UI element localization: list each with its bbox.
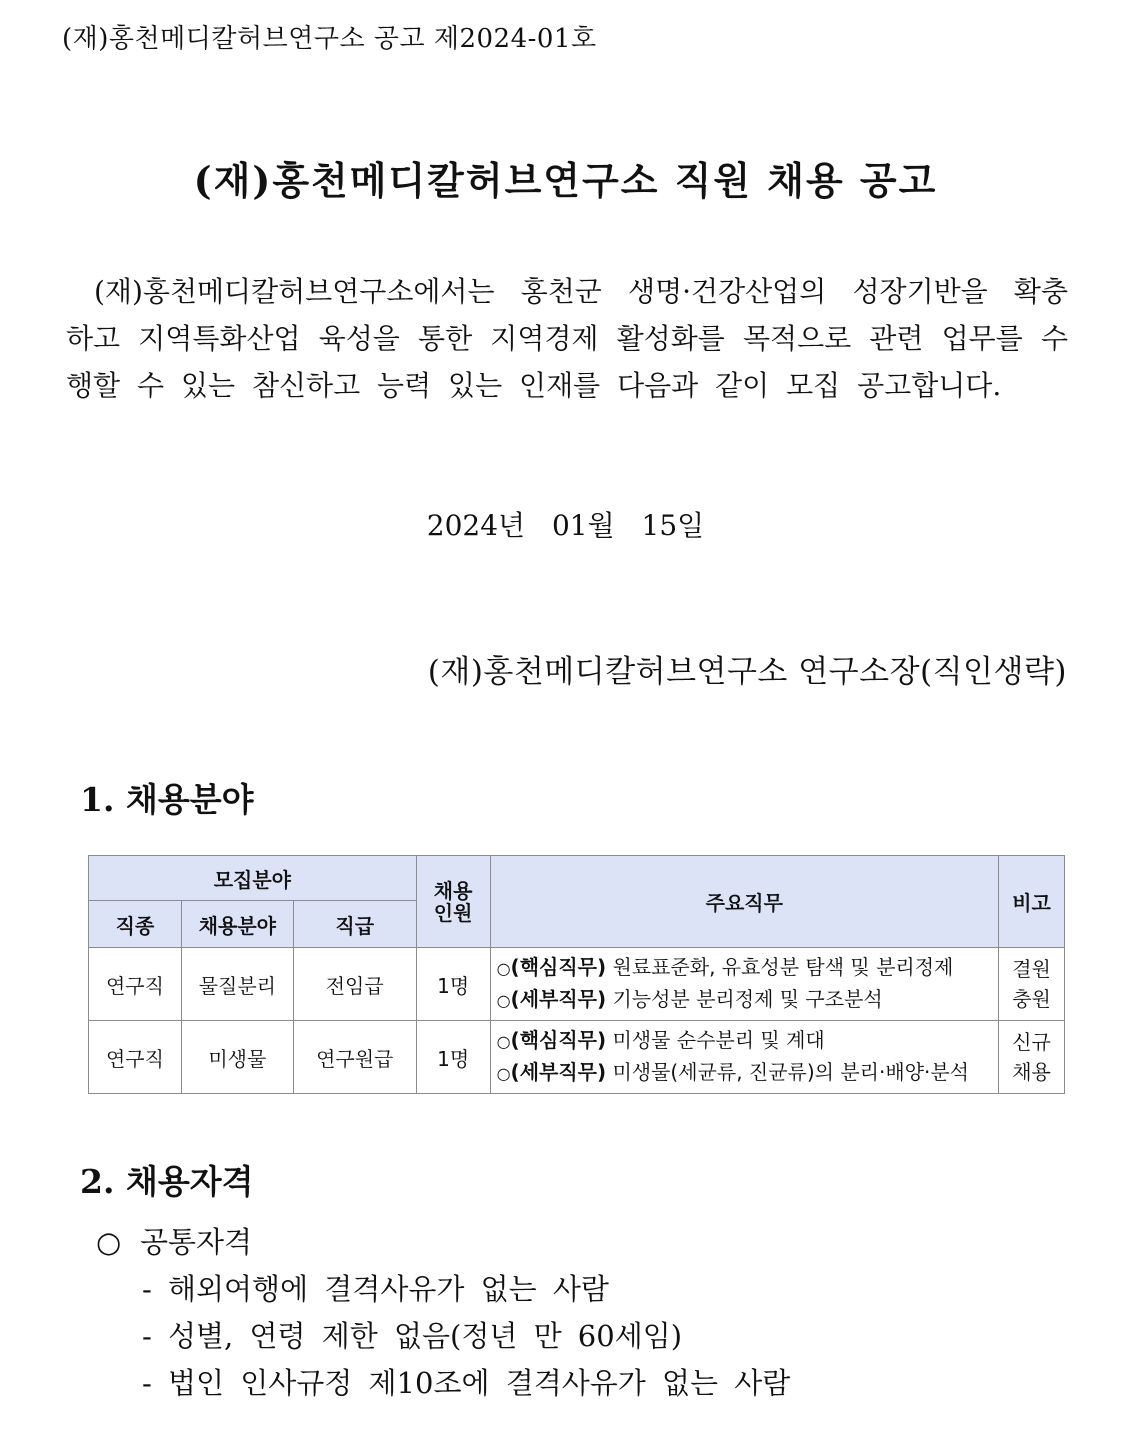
intro-paragraph xyxy=(66,268,1068,409)
cell-job-type: 연구직 xyxy=(89,948,182,1021)
note-line-1: 결원 xyxy=(1012,957,1051,981)
duty-detail-text: 미생물(세균류, 진균류)의 분리·배양·분석 xyxy=(612,1060,969,1084)
list-item: - 법인 인사규정 제10조에 결격사유가 없는 사람 xyxy=(142,1366,791,1400)
list-item: - 성별, 연령 제한 없음(정년 만 60세임) xyxy=(142,1319,683,1353)
duty-bullet: ○ xyxy=(496,991,511,1010)
duty-bullet: ○ xyxy=(496,959,511,978)
signer: (재)홍천메디칼허브연구소 연구소장(직인생략) xyxy=(427,654,1067,690)
note-line-1: 신규 xyxy=(1012,1030,1051,1054)
duty-detail xyxy=(497,984,998,1016)
header-headcount xyxy=(416,856,490,948)
duty-bullet: ○ xyxy=(496,1032,511,1051)
duty-bullet: ○ xyxy=(496,1064,511,1083)
cell-headcount: 1명 xyxy=(416,1021,490,1094)
intro-line-3: 수행할 수 있는 참신하고 능력 있는 인재를 다음과 같이 모집 공고합니다. xyxy=(66,322,1068,402)
cell-field: 물질분리 xyxy=(181,948,293,1021)
cell-note xyxy=(999,948,1065,1021)
header-job-type: 직종 xyxy=(89,901,182,948)
qualifications-subheading xyxy=(96,1218,790,1266)
duty-core-tag: (핵심직무) xyxy=(510,955,607,979)
header-headcount-label: 채용 인원 xyxy=(433,878,473,925)
page-title: (재)홍천메디칼허브연구소 직원 채용 공고 xyxy=(193,158,938,203)
cell-job-type: 연구직 xyxy=(89,1021,182,1094)
header-duties: 주요직무 xyxy=(490,856,998,948)
duty-core xyxy=(497,1025,998,1057)
notice-date: 2024년 01월 15일 xyxy=(426,509,705,542)
circle-bullet-icon: ○ xyxy=(96,1225,122,1259)
duty-core-text: 미생물 순수분리 및 계대 xyxy=(612,1028,825,1052)
cell-duties xyxy=(490,948,998,1021)
duty-core-tag: (핵심직무) xyxy=(510,1028,607,1052)
note-line-2: 충원 xyxy=(1012,987,1051,1011)
header-grade: 직급 xyxy=(293,901,416,948)
note-line-2: 채용 xyxy=(1012,1060,1051,1084)
duty-detail-text: 기능성분 분리정제 및 구조분석 xyxy=(612,987,883,1011)
qualifications-subheading-label: 공통자격 xyxy=(140,1225,253,1259)
duty-detail-tag: (세부직무) xyxy=(510,987,607,1011)
table-row xyxy=(89,948,1065,1021)
header-note: 비고 xyxy=(999,856,1065,948)
table-row xyxy=(89,1021,1065,1094)
header-recruit-group: 모집분야 xyxy=(89,856,417,901)
duty-detail xyxy=(497,1057,998,1089)
cell-field: 미생물 xyxy=(181,1021,293,1094)
intro-line-2: 하고 지역특화산업 육성을 통한 지역경제 활성화를 목적으로 관련 업무를 xyxy=(66,322,1023,355)
qualifications-block xyxy=(96,1218,790,1407)
intro-line-1: (재)홍천메디칼허브연구소에서는 홍천군 생명·건강산업의 성장기반을 확충 xyxy=(94,275,1068,308)
cell-headcount: 1명 xyxy=(416,948,490,1021)
list-item: - 해외여행에 결격사유가 없는 사람 xyxy=(142,1272,609,1306)
duty-detail-tag: (세부직무) xyxy=(510,1060,607,1084)
duty-core-text: 원료표준화, 유효성분 탐색 및 분리정제 xyxy=(612,955,954,979)
duty-core xyxy=(497,952,998,984)
recruit-table xyxy=(88,855,1065,1094)
cell-note xyxy=(999,1021,1065,1094)
notice-number: (재)홍천메디칼허브연구소 공고 제2024-01호 xyxy=(62,24,597,54)
section-heading-recruit-fields: 1. 채용분야 xyxy=(80,780,254,819)
table-header-row xyxy=(89,856,1065,901)
cell-grade: 연구원급 xyxy=(293,1021,416,1094)
cell-grade: 전임급 xyxy=(293,948,416,1021)
cell-duties xyxy=(490,1021,998,1094)
header-field: 채용분야 xyxy=(181,901,293,948)
section-heading-qualifications: 2. 채용자격 xyxy=(80,1162,254,1201)
